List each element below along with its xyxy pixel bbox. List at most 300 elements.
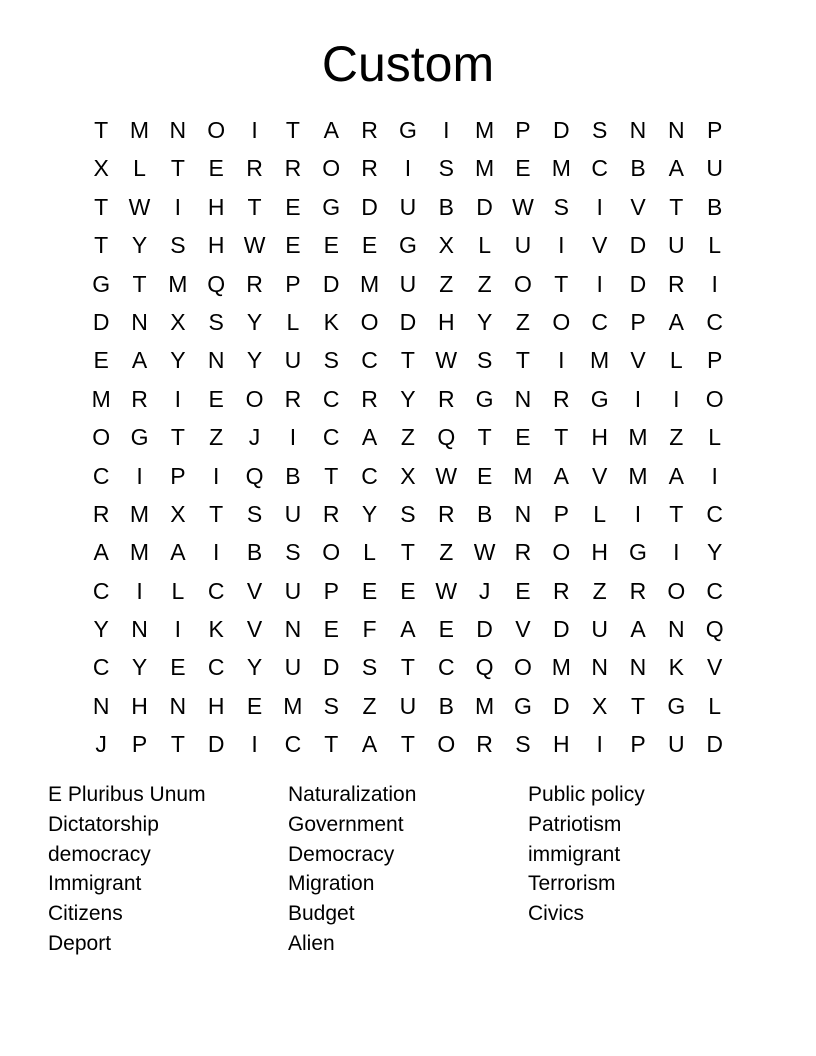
grid-letter: A (668, 462, 684, 489)
grid-letter: Y (93, 616, 109, 643)
grid-letter: C (207, 654, 225, 681)
grid-letter: C (92, 462, 110, 489)
grid-letter: R (246, 155, 263, 182)
grid-letter: Z (439, 539, 454, 566)
grid-letter: H (207, 193, 225, 220)
grid-letter: B (285, 462, 301, 489)
grid-letter: I (673, 539, 680, 566)
grid-letter: I (711, 270, 718, 297)
grid-letter: Y (131, 654, 148, 681)
grid-letter: N (629, 117, 647, 143)
grid-letter: L (478, 232, 491, 259)
grid-letter: E (208, 155, 224, 182)
grid-letter: C (706, 577, 723, 604)
grid-letter: T (669, 500, 684, 527)
grid-letter: V (630, 193, 646, 220)
grid-letter: S (246, 500, 263, 527)
grid-letter: O (322, 155, 341, 182)
grid-letter: U (284, 347, 302, 374)
grid-letter: L (669, 347, 683, 374)
grid-letter: A (323, 117, 339, 143)
grid-letter: D (322, 654, 340, 681)
grid-letter: T (94, 232, 109, 259)
grid-letter: G (629, 539, 647, 566)
grid-letter: R (361, 117, 378, 143)
grid-letter: E (285, 193, 301, 220)
grid-letter: T (515, 347, 530, 374)
grid-letter: C (92, 654, 110, 681)
grid-letter: S (285, 539, 301, 566)
grid-letter: P (553, 500, 569, 527)
grid-row (82, 111, 734, 149)
grid-letter: R (476, 731, 493, 758)
grid-letter: I (251, 117, 258, 143)
grid-letter: X (170, 308, 186, 335)
grid-letter: Z (477, 270, 492, 297)
grid-letter: M (129, 500, 150, 527)
grid-letter: E (285, 232, 301, 259)
grid-letter: A (668, 155, 684, 182)
grid-letter: I (404, 155, 412, 182)
grid-letter: N (207, 347, 225, 374)
grid-letter: H (437, 308, 455, 335)
grid-letter: I (673, 385, 680, 412)
grid-letter: E (246, 692, 263, 719)
grid-letter: I (174, 616, 182, 643)
grid-letter: L (708, 692, 722, 719)
grid-letter: R (437, 385, 455, 412)
grid-letter: R (437, 500, 455, 527)
grid-letter: W (435, 577, 458, 604)
grid-row (82, 572, 734, 610)
grid-letter: M (129, 117, 150, 143)
grid-letter: Y (246, 347, 263, 374)
grid-letter: Z (400, 424, 415, 451)
grid-row (82, 495, 734, 533)
grid-letter: L (363, 539, 376, 566)
grid-row (82, 149, 734, 187)
grid-letter: V (707, 654, 723, 681)
grid-letter: P (630, 731, 646, 758)
grid-letter: G (322, 193, 341, 220)
grid-letter: H (207, 692, 225, 719)
grid-letter: N (131, 616, 148, 643)
grid-letter: N (514, 500, 532, 527)
grid-letter: J (95, 731, 107, 758)
grid-letter: S (476, 347, 493, 374)
grid-letter: G (590, 385, 609, 412)
grid-letter: P (707, 347, 723, 374)
grid-letter: S (208, 308, 224, 335)
grid-row (82, 687, 734, 725)
grid-letter: I (174, 385, 182, 412)
grid-letter: A (630, 616, 646, 643)
grid-letter: V (630, 347, 646, 374)
grid-letter: U (514, 232, 532, 259)
grid-letter: X (170, 500, 186, 527)
grid-letter: U (668, 731, 685, 758)
grid-letter: Y (246, 654, 263, 681)
grid-letter: I (251, 731, 258, 758)
grid-letter: S (400, 500, 416, 527)
grid-letter: E (170, 654, 186, 681)
grid-letter: C (207, 577, 225, 604)
grid-letter: W (435, 462, 458, 489)
grid-letter: X (438, 232, 454, 259)
grid-letter: R (361, 155, 378, 182)
grid-letter: I (596, 731, 603, 758)
grid-letter: I (711, 462, 718, 489)
grid-letter: U (399, 270, 417, 297)
grid-letter: V (591, 232, 608, 259)
grid-letter: G (398, 117, 417, 143)
grid-letter: W (512, 193, 534, 220)
grid-letter: N (668, 117, 685, 143)
grid-letter: K (668, 654, 684, 681)
grid-letter: I (596, 270, 603, 297)
word-list-item: Public policy (528, 783, 645, 806)
grid-letter: O (360, 308, 379, 335)
grid-letter: I (136, 577, 143, 604)
grid-letter: U (591, 616, 608, 643)
grid-letter: D (476, 616, 493, 643)
grid-letter: Q (475, 654, 494, 681)
grid-letter: R (552, 385, 570, 412)
grid-letter: I (634, 500, 642, 527)
grid-letter: Z (362, 692, 377, 719)
grid-letter: R (514, 539, 532, 566)
grid-letter: C (322, 424, 340, 451)
grid-letter: T (400, 654, 415, 681)
word-list (48, 780, 768, 959)
grid-letter: U (399, 193, 417, 220)
grid-letter: M (475, 692, 495, 719)
grid-letter: T (477, 424, 492, 451)
word-list-item: Alien (288, 931, 335, 955)
grid-letter: Q (207, 270, 226, 297)
grid-letter: G (130, 424, 149, 451)
grid-letter: P (131, 731, 148, 758)
grid-letter: B (438, 193, 454, 220)
grid-letter: D (92, 308, 110, 335)
grid-letter: M (475, 117, 495, 143)
grid-letter: D (629, 270, 647, 297)
grid-letter: L (708, 424, 722, 451)
grid-letter: G (667, 692, 686, 719)
grid-letter: R (668, 270, 685, 297)
grid-letter: O (514, 654, 532, 681)
word-list-item: Civics (528, 902, 584, 926)
grid-letter: I (174, 193, 182, 220)
grid-letter: T (669, 193, 684, 220)
grid-letter: X (93, 155, 109, 182)
grid-letter: M (91, 385, 111, 412)
grid-letter: R (361, 385, 378, 412)
grid-letter: F (362, 616, 377, 643)
grid-letter: S (553, 193, 569, 220)
grid-letter: E (515, 424, 531, 451)
grid-letter: T (132, 270, 147, 297)
grid-letter: E (93, 347, 109, 374)
grid-letter: O (245, 385, 264, 412)
grid-letter: C (361, 347, 378, 374)
grid-letter: M (628, 462, 648, 489)
grid-letter: G (475, 385, 494, 412)
grid-letter: P (323, 577, 339, 604)
grid-row (82, 418, 734, 456)
grid-row (82, 303, 734, 341)
grid-letter: Q (245, 462, 264, 489)
grid-letter: Y (707, 539, 723, 566)
grid-letter: Z (209, 424, 224, 451)
grid-letter: T (170, 155, 185, 182)
grid-letter: N (591, 654, 608, 681)
grid-letter: E (361, 232, 378, 259)
grid-letter: M (475, 155, 495, 182)
word-list-item: Citizens (48, 902, 123, 926)
grid-letter: T (630, 692, 646, 719)
grid-letter: Z (669, 424, 684, 451)
grid-letter: T (94, 193, 109, 220)
grid-letter: C (591, 308, 608, 335)
grid-row (82, 533, 734, 571)
grid-letter: O (437, 731, 456, 758)
grid-letter: O (552, 308, 571, 335)
grid-letter: Z (592, 577, 607, 604)
word-list-item: Democracy (288, 842, 395, 866)
grid-letter: I (136, 462, 143, 489)
grid-letter: Q (437, 424, 456, 451)
grid-letter: A (400, 616, 416, 643)
grid-letter: J (248, 424, 261, 451)
grid-letter: U (706, 155, 723, 182)
grid-letter: Y (361, 500, 378, 527)
grid-letter: S (323, 347, 339, 374)
grid-letter: T (170, 424, 185, 451)
grid-letter: H (552, 731, 570, 758)
grid-letter: N (514, 385, 532, 412)
grid-letter: R (552, 577, 570, 604)
grid-letter: Y (400, 385, 416, 412)
word-list-item: Government (288, 812, 404, 836)
grid-letter: V (591, 462, 608, 489)
grid-letter: T (554, 270, 569, 297)
grid-letter: H (207, 232, 225, 259)
grid-letter: T (209, 500, 224, 527)
word-list-item: Dictatorship (48, 812, 159, 836)
grid-letter: T (324, 731, 339, 758)
word-list-item: Migration (288, 872, 375, 896)
grid-letter: B (246, 539, 263, 566)
grid-letter: T (400, 731, 415, 758)
puzzle-title: Custom (321, 36, 495, 92)
grid-letter: B (476, 500, 493, 527)
grid-letter: C (706, 308, 723, 335)
grid-letter: L (133, 155, 146, 182)
grid-letter: D (322, 270, 340, 297)
grid-letter: C (322, 385, 340, 412)
grid-letter: J (478, 577, 491, 604)
grid-letter: B (630, 155, 646, 182)
grid-letter: Z (439, 270, 454, 297)
grid-letter: D (207, 731, 225, 758)
grid-letter: M (551, 654, 571, 681)
word-list-item: Patriotism (528, 812, 622, 836)
grid-letter: L (708, 232, 722, 259)
grid-letter: O (552, 539, 571, 566)
grid-letter: W (128, 193, 151, 220)
grid-letter: R (284, 385, 302, 412)
grid-letter: P (707, 117, 723, 143)
grid-letter: I (596, 193, 603, 220)
grid-letter: K (323, 308, 339, 335)
grid-letter: S (170, 232, 186, 259)
grid-row (82, 265, 734, 303)
grid-letter: N (668, 616, 685, 643)
grid-letter: E (323, 616, 339, 643)
grid-letter: O (322, 539, 341, 566)
grid-letter: M (513, 462, 533, 489)
grid-letter: D (552, 117, 570, 143)
grid-letter: R (131, 385, 148, 412)
grid-letter: X (400, 462, 416, 489)
grid-letter: Z (515, 308, 530, 335)
grid-letter: T (400, 347, 415, 374)
grid-letter: C (284, 731, 302, 758)
grid-letter: I (289, 424, 297, 451)
grid-letter: R (284, 155, 302, 182)
grid-letter: R (246, 270, 263, 297)
grid-row (82, 725, 734, 763)
grid-letter: I (213, 539, 220, 566)
grid-letter: L (593, 500, 607, 527)
grid-letter: D (552, 616, 570, 643)
grid-letter: W (473, 539, 496, 566)
grid-letter: P (285, 270, 301, 297)
grid-letter: O (207, 117, 226, 143)
grid-letter: Y (131, 232, 148, 259)
grid-letter: W (435, 347, 458, 374)
grid-letter: S (515, 731, 531, 758)
word-column (288, 780, 528, 959)
grid-letter: G (514, 692, 532, 719)
grid-letter: H (131, 692, 148, 719)
grid-letter: M (168, 270, 188, 297)
grid-letter: S (323, 692, 339, 719)
grid-letter: H (591, 539, 608, 566)
grid-letter: C (92, 577, 110, 604)
grid-letter: O (705, 385, 724, 412)
grid-row (82, 380, 734, 418)
grid-letter: M (551, 155, 571, 182)
grid-letter: Q (705, 616, 724, 643)
grid-letter: L (171, 577, 185, 604)
grid-letter: S (438, 155, 454, 182)
grid-letter: X (591, 692, 608, 719)
word-list-item: Naturalization (288, 783, 417, 806)
grid-letter: T (285, 117, 300, 143)
grid-letter: O (92, 424, 111, 451)
grid-letter: N (284, 616, 302, 643)
grid-letter: T (247, 193, 262, 220)
grid-letter: C (591, 155, 608, 182)
grid-letter: D (552, 692, 570, 719)
grid-letter: R (322, 500, 340, 527)
grid-letter: M (283, 692, 303, 719)
grid-letter: Y (476, 308, 493, 335)
grid-letter: M (129, 539, 150, 566)
grid-letter: E (438, 616, 454, 643)
grid-letter: N (629, 654, 647, 681)
grid-row (82, 226, 734, 264)
grid-letter: R (629, 577, 647, 604)
grid-letter: T (94, 117, 109, 143)
grid-letter: V (246, 577, 263, 604)
grid-letter: U (399, 692, 417, 719)
grid-letter: E (361, 577, 378, 604)
grid-letter: P (630, 308, 646, 335)
grid-letter: W (243, 232, 266, 259)
grid-letter: I (634, 385, 642, 412)
word-list-item: immigrant (528, 842, 621, 866)
grid-letter: G (398, 232, 417, 259)
grid-letter: I (558, 232, 565, 259)
grid-letter: U (284, 500, 302, 527)
word-column (528, 780, 768, 959)
grid-letter: V (515, 616, 531, 643)
grid-letter: I (213, 462, 220, 489)
grid-letter: A (170, 539, 186, 566)
grid-letter: N (169, 117, 187, 143)
grid-letter: E (515, 155, 531, 182)
word-list-item: Deport (48, 931, 112, 955)
grid-letter: C (437, 654, 455, 681)
grid-letter: D (629, 232, 647, 259)
grid-letter: E (208, 385, 224, 412)
grid-letter: D (361, 193, 378, 220)
word-list-item: Terrorism (528, 872, 616, 896)
grid-letter: V (246, 616, 263, 643)
grid-letter: H (591, 424, 608, 451)
grid-letter: A (131, 347, 148, 374)
grid-letter: A (361, 731, 378, 758)
letter-grid (82, 111, 734, 764)
grid-letter: Y (246, 308, 263, 335)
grid-letter: P (515, 117, 531, 143)
grid-letter: D (476, 193, 493, 220)
grid-letter: C (706, 500, 723, 527)
grid-letter: U (284, 654, 302, 681)
grid-letter: B (707, 193, 723, 220)
grid-row (82, 648, 734, 686)
grid-letter: A (668, 308, 684, 335)
grid-letter: N (131, 308, 148, 335)
grid-letter: E (400, 577, 416, 604)
grid-row (82, 188, 734, 226)
grid-letter: N (169, 692, 187, 719)
grid-letter: N (92, 692, 110, 719)
grid-letter: A (93, 539, 109, 566)
grid-letter: Y (170, 347, 186, 374)
grid-letter: T (400, 539, 415, 566)
word-list-item: democracy (48, 842, 151, 866)
grid-letter: G (92, 270, 111, 297)
grid-row (82, 457, 734, 495)
grid-letter: D (399, 308, 417, 335)
grid-letter: O (514, 270, 532, 297)
grid-letter: E (323, 232, 339, 259)
grid-letter: M (628, 424, 648, 451)
